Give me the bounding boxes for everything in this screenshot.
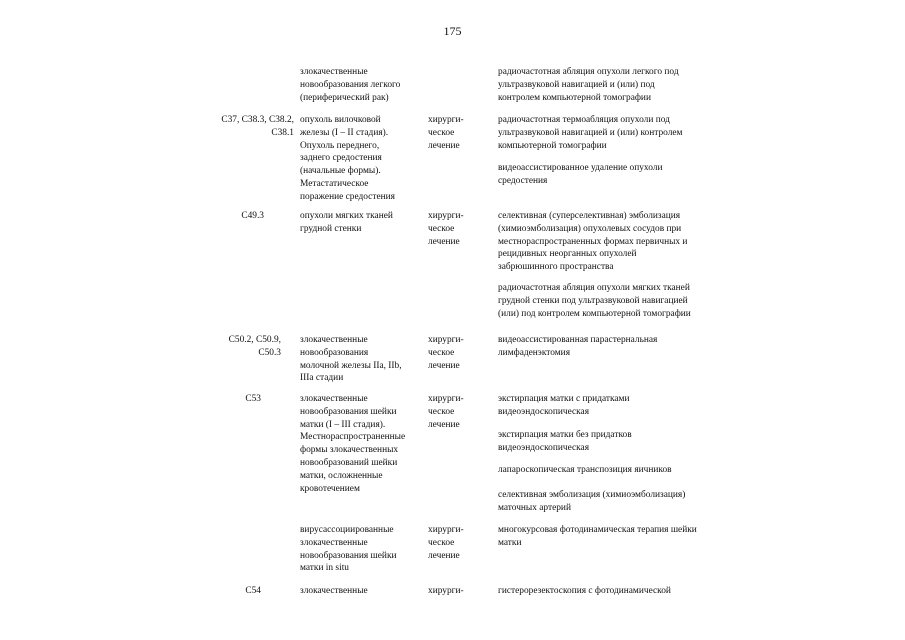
method-cell [498, 393, 868, 419]
method-line: видеоассистированная парастернальная [498, 335, 658, 345]
method-line: экстирпация матки с придатками [498, 394, 630, 404]
diagnosis-line: железы (I – II стадия). [300, 127, 389, 138]
method-cell [498, 334, 868, 360]
diagnosis-cell [300, 210, 425, 236]
method-line: (или) под контролем компьютерной томографии [498, 308, 691, 319]
page-number: 175 [443, 24, 462, 38]
method-line: гистерорезектоскопия с фотодинамической [498, 586, 671, 596]
code-line: C54 [245, 586, 261, 596]
diagnosis-line: формы злокачественных [300, 445, 399, 456]
treatment-line: лечение [428, 550, 460, 561]
diagnosis-line: IIIa стадии [300, 373, 344, 384]
method-line: селективная эмболизация (химиоэмболизация) [498, 490, 686, 500]
method-cell [498, 114, 868, 152]
diagnosis-line: новообразования шейки [300, 406, 397, 417]
diagnosis-line: матки (I – III стадия). [300, 419, 386, 430]
method-line: (химиоэмболизация) опухолевых сосудов при [498, 223, 682, 234]
method-line: маточных артерий [498, 502, 571, 513]
diagnosis-cell [300, 585, 425, 598]
method-cell [498, 489, 868, 515]
diagnosis-line: (периферический рак) [300, 92, 389, 103]
treatment-line: лечение [428, 419, 460, 430]
method-line: экстирпация матки без придатков [498, 430, 632, 440]
method-cell [498, 524, 868, 550]
treatment-line: хирурги- [428, 335, 464, 345]
method-line: радиочастотная абляция опухоли легкого под [498, 67, 679, 77]
method-line: рецидивных неорганных опухолей [498, 249, 637, 260]
diagnosis-line: Опухоль переднего, [300, 140, 380, 151]
icd-code-cell [191, 334, 281, 360]
method-line: лапароскопическая транспозиция яичников [498, 465, 672, 475]
icd-code-cell [174, 210, 264, 223]
diagnosis-line: злокачественные [300, 586, 368, 596]
icd-code-cell [204, 114, 294, 140]
code-line: C38.1 [271, 127, 294, 138]
diagnosis-line: матки in situ [300, 563, 349, 574]
method-cell [498, 66, 868, 104]
code-line: C50.2, C50.9, [228, 335, 281, 345]
treatment-line: ческое [428, 537, 455, 548]
diagnosis-cell [300, 524, 425, 575]
diagnosis-line: злокачественные [300, 537, 368, 548]
method-cell [498, 464, 868, 477]
method-line: многокурсовая фотодинамическая терапия шейки [498, 525, 697, 535]
treatment-line: хирурги- [428, 211, 464, 221]
diagnosis-line: опухоль вилочковой [300, 115, 381, 125]
treatment-line: хирурги- [428, 525, 464, 535]
method-line: радиочастотная термоабляция опухоли под [498, 115, 670, 125]
diagnosis-line: грудной стенки [300, 223, 362, 234]
treatment-cell [428, 393, 488, 431]
method-line: матки [498, 537, 522, 548]
method-cell [498, 282, 868, 320]
method-line: забрюшинного пространства [498, 262, 614, 273]
diagnosis-line: злокачественные [300, 67, 368, 77]
treatment-line: хирурги- [428, 394, 464, 404]
diagnosis-line: новообразования шейки [300, 550, 397, 561]
diagnosis-line: матки, осложненные [300, 470, 383, 481]
method-line: видеоассистированное удаление опухоли [498, 163, 663, 173]
method-line: ультразвуковой навигацией и (или) контролем [498, 127, 683, 138]
diagnosis-cell [300, 114, 425, 204]
treatment-line: лечение [428, 236, 460, 247]
diagnosis-cell [300, 66, 425, 104]
treatment-cell [428, 210, 488, 248]
diagnosis-line: новообразований шейки [300, 457, 398, 468]
treatment-cell [428, 524, 488, 562]
method-line: ультразвуковой навигацией и (или) под [498, 79, 655, 90]
diagnosis-line: молочной железы IIa, IIb, [300, 360, 402, 371]
code-line: C50.3 [258, 347, 281, 358]
method-cell [498, 210, 868, 274]
treatment-line: ческое [428, 406, 455, 417]
treatment-cell [428, 585, 488, 598]
method-line: лимфаденэктомия [498, 347, 571, 358]
method-line: средостения [498, 175, 548, 186]
treatment-line: ческое [428, 223, 455, 234]
code-line: C49.3 [241, 211, 264, 221]
method-line: компьютерной томографии [498, 140, 607, 151]
method-cell [498, 585, 868, 598]
diagnosis-line: Метастатическое [300, 178, 369, 189]
method-line: видеоэндоскопическая [498, 442, 590, 453]
diagnosis-line: заднего средостения [300, 153, 382, 164]
diagnosis-cell [300, 393, 425, 495]
treatment-cell [428, 334, 488, 372]
method-line: контролем компьютерной томографии [498, 92, 651, 103]
code-line: C53 [245, 394, 261, 404]
method-line: селективная (суперселективная) эмболизация [498, 211, 681, 221]
treatment-line: ческое [428, 127, 455, 138]
diagnosis-cell [300, 334, 425, 385]
treatment-line: лечение [428, 140, 460, 151]
diagnosis-line: злокачественные [300, 394, 368, 404]
method-line: местнораспространенных формах первичных и [498, 236, 688, 247]
diagnosis-line: поражение средостения [300, 191, 395, 202]
treatment-cell [428, 114, 488, 152]
diagnosis-line: опухоли мягких тканей [300, 211, 393, 221]
diagnosis-line: кровотечением [300, 483, 360, 494]
method-cell [498, 162, 868, 188]
diagnosis-line: злокачественные [300, 335, 368, 345]
icd-code-cell [171, 585, 261, 598]
method-cell [498, 429, 868, 455]
method-line: видеоэндоскопическая [498, 406, 590, 417]
diagnosis-line: новообразования легкого [300, 79, 401, 90]
treatment-line: ческое [428, 347, 455, 358]
method-line: грудной стенки под ультразвуковой навигацией [498, 295, 688, 306]
code-line: C37, C38.3, C38.2, [221, 115, 294, 125]
treatment-line: лечение [428, 360, 460, 371]
diagnosis-line: новообразования [300, 347, 369, 358]
icd-code-cell [171, 393, 261, 406]
treatment-line: хирурги- [428, 115, 464, 125]
diagnosis-line: Местнораспространенные [300, 432, 406, 443]
method-line: радиочастотная абляция опухоли мягких тканей [498, 283, 690, 293]
treatment-line: хирурги- [428, 586, 464, 596]
diagnosis-line: (начальные формы). [300, 166, 381, 177]
diagnosis-line: вирусассоциированные [300, 525, 394, 535]
